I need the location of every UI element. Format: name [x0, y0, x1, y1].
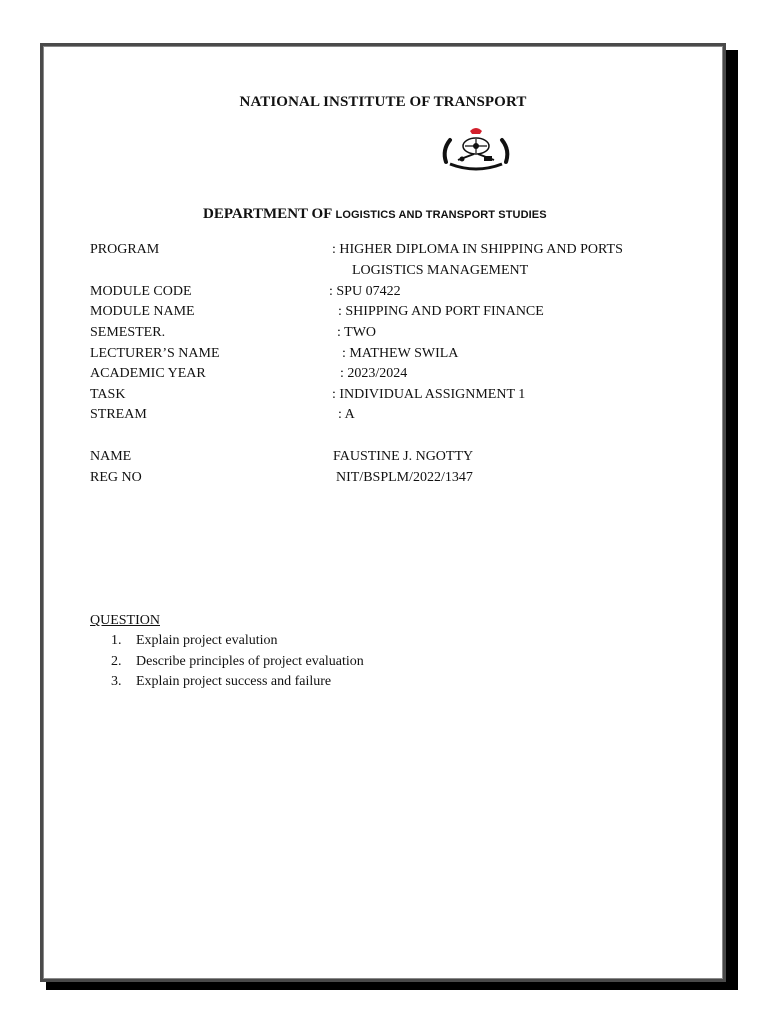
program-value: : HIGHER DIPLOMA IN SHIPPING AND PORTS	[332, 242, 623, 257]
module-name-label: MODULE NAME	[90, 304, 195, 319]
reg-no-label: REG NO	[90, 470, 142, 485]
program-label: PROGRAM	[90, 242, 160, 257]
institution-title: NATIONAL INSTITUTE OF TRANSPORT	[239, 94, 527, 110]
module-name-value: : SHIPPING AND PORT FINANCE	[338, 304, 544, 319]
name-value: FAUSTINE J. NGOTTY	[333, 449, 474, 464]
module-code-value: : SPU 07422	[329, 284, 401, 299]
name-label: NAME	[90, 449, 132, 464]
program-value-cont: LOGISTICS MANAGEMENT	[352, 263, 529, 278]
academic-year-value: : 2023/2024	[340, 366, 408, 381]
list-item-text: Explain project evalution	[136, 633, 278, 648]
list-item	[111, 674, 331, 690]
stream-value: : A	[338, 407, 355, 422]
department-title	[203, 206, 547, 223]
document-page	[40, 43, 726, 982]
nit-crest-logo-icon	[436, 126, 516, 174]
lecturer-value: : MATHEW SWILA	[342, 346, 459, 361]
semester-value: : TWO	[337, 325, 377, 340]
list-item-text: Describe principles of project evaluation	[136, 654, 364, 669]
list-item-text: Explain project success and failure	[136, 674, 332, 689]
reg-no-value: NIT/BSPLM/2022/1347	[336, 470, 473, 485]
department-prefix: DEPARTMENT OF	[203, 206, 332, 222]
list-item	[111, 654, 364, 670]
module-code-label: MODULE CODE	[90, 284, 192, 299]
academic-year-label: ACADEMIC YEAR	[90, 366, 206, 381]
lecturer-label: LECTURER’S NAME	[90, 346, 220, 361]
list-item-number: 2.	[111, 654, 122, 669]
question-title: QUESTION	[90, 613, 160, 628]
task-value: : INDIVIDUAL ASSIGNMENT 1	[332, 387, 526, 402]
task-label: TASK	[90, 387, 126, 402]
list-item-number: 1.	[111, 633, 122, 648]
semester-label: SEMESTER.	[90, 325, 166, 340]
list-item-number: 3.	[111, 674, 122, 689]
list-item	[111, 633, 278, 649]
department-name: LOGISTICS AND TRANSPORT STUDIES	[335, 209, 547, 221]
stream-label: STREAM	[90, 407, 147, 422]
